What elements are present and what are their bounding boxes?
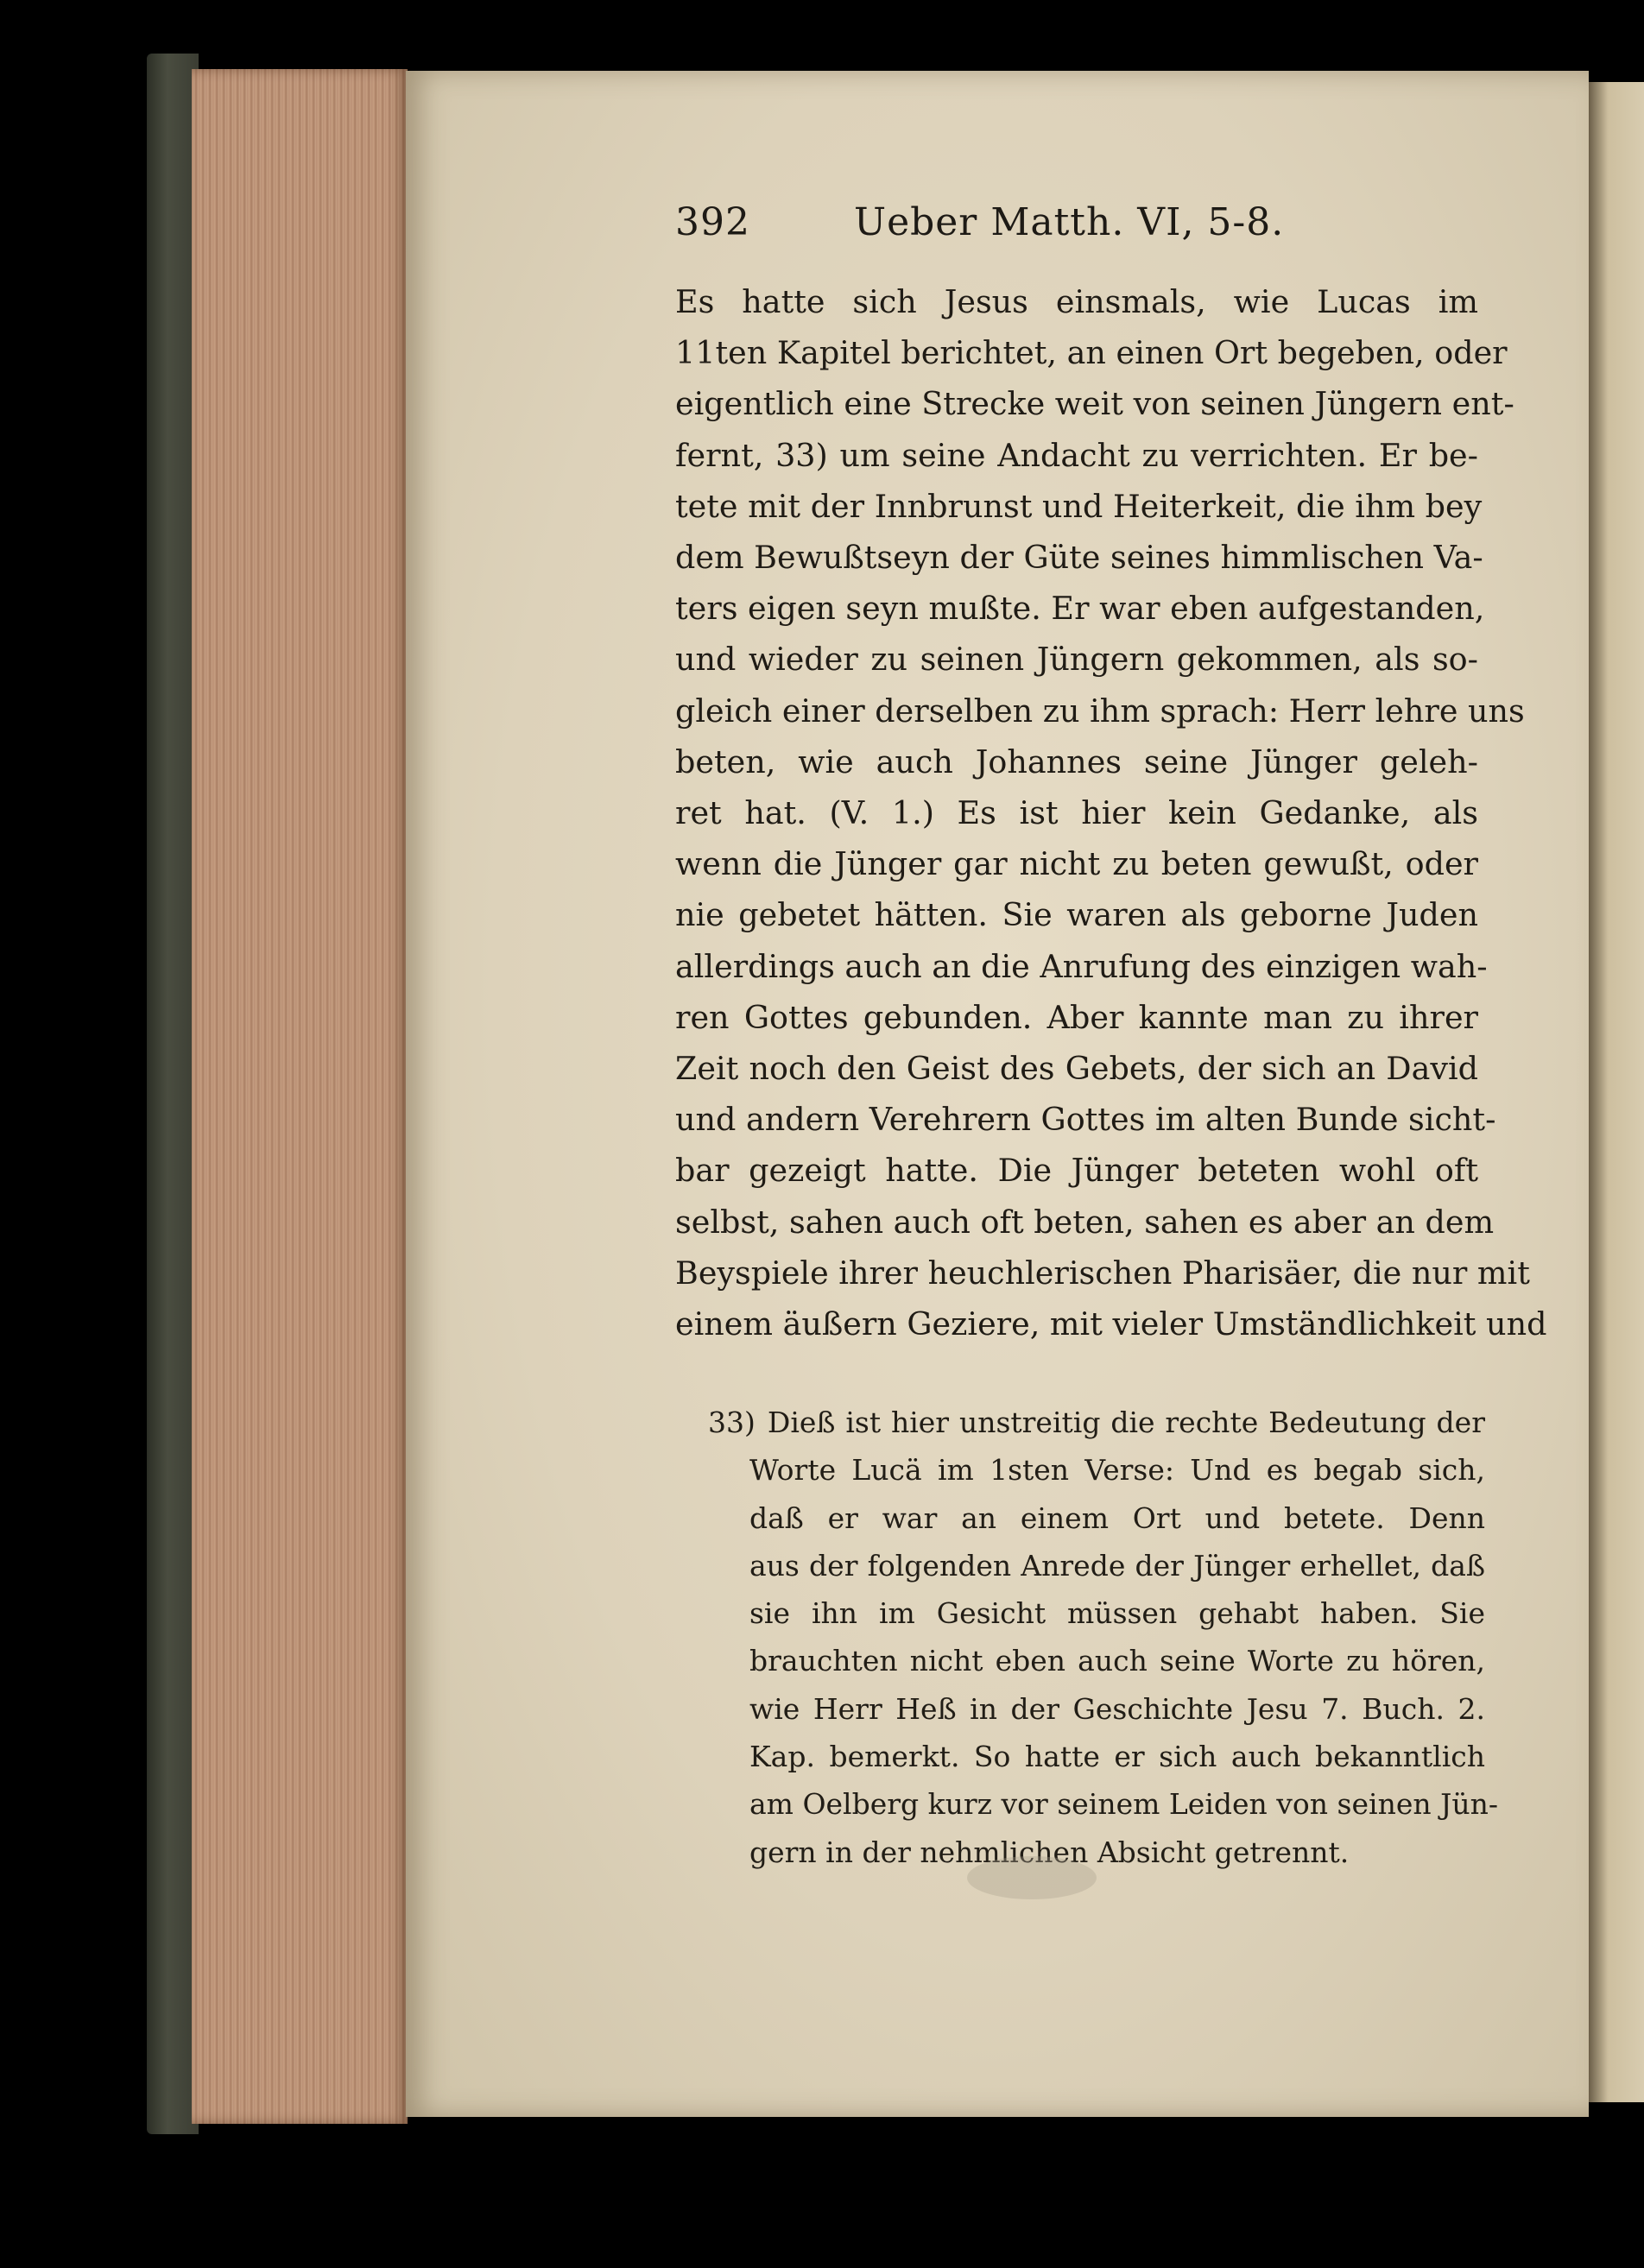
footnote-line: am Oelberg kurz vor seinem Leiden von seinen Jün- (749, 1787, 1498, 1822)
text-line: ren Gottes gebunden. Aber kannte man zu ihrer (675, 998, 1478, 1036)
text-line: fernt, 33) um seine Andacht zu verrichten. Er be- (675, 436, 1478, 474)
text-line: 11ten Kapitel berichtet, an einen Ort begeben, oder (675, 334, 1508, 372)
text-line: ret hat. (V. 1.) Es ist hier kein Gedanke, als (675, 794, 1478, 832)
main-text (675, 276, 1547, 1349)
text-line: selbst, sahen auch oft beten, sahen es aber an dem (675, 1203, 1495, 1241)
text-line: Zeit noch den Geist des Gebets, der sich an David (675, 1050, 1478, 1088)
text-line: tete mit der Innbrunst und Heiterkeit, die ihm bey (675, 487, 1483, 525)
page-number: 392 (675, 200, 750, 244)
text-line: wenn die Jünger gar nicht zu beten gewußt, oder (675, 845, 1478, 883)
footnote (708, 1399, 1498, 1876)
text-line: Es hatte sich Jesus einsmals, wie Lucas im (675, 283, 1478, 320)
ink-smudge (967, 1856, 1097, 1899)
footnote-line: wie Herr Heß in der Geschichte Jesu 7. Buch. 2. (749, 1691, 1485, 1726)
text-line: und wieder zu seinen Jüngern gekommen, als so- (675, 641, 1478, 679)
text-line: allerdings auch an die Anrufung des einzigen wah- (675, 947, 1488, 985)
footnote-line: Worte Lucä im 1sten Verse: Und es begab sich, (749, 1453, 1485, 1488)
footnote-line: aus der folgenden Anrede der Jünger erhellet, daß (749, 1548, 1485, 1583)
text-line: bar gezeigt hatte. Die Jünger beteten wohl oft (675, 1152, 1478, 1190)
footnote-text: Dieß ist hier unstreitig die rechte Bedeutung der (767, 1406, 1485, 1439)
footnote-line: daß er war an einem Ort und betete. Denn (749, 1500, 1485, 1535)
text-line: beten, wie auch Johannes seine Jünger geleh- (675, 742, 1478, 780)
footnote-line (708, 1399, 1485, 1446)
text-line: dem Bewußtseyn der Güte seines himmlischen Va- (675, 539, 1483, 577)
running-title: Ueber Matth. VI, 5-8. (853, 200, 1285, 244)
footnote-line: brauchten nicht eben auch seine Worte zu hören, (749, 1644, 1485, 1678)
book-cover-edge (147, 54, 199, 2134)
footnote-line: gern in der nehmlichen Absicht getrennt. (749, 1835, 1350, 1869)
facing-page-edge (1589, 82, 1644, 2102)
footnote-line: Kap. bemerkt. So hatte er sich auch bekanntlich (749, 1740, 1485, 1774)
page-header (675, 200, 1331, 244)
text-line: einem äußern Geziere, mit vieler Umständlichkeit und (675, 1305, 1547, 1343)
text-line: Beyspiele ihrer heuchlerischen Pharisäer, die nur mit (675, 1254, 1530, 1292)
text-line: ters eigen seyn mußte. Er war eben aufgestanden, (675, 590, 1485, 628)
text-line: eigentlich eine Strecke weit von seinen Jüngern ent- (675, 385, 1514, 423)
footnote-line: sie ihn im Gesicht müssen gehabt haben. Sie (749, 1596, 1485, 1631)
footnote-marker: 33) (708, 1406, 756, 1439)
page-block-edges (192, 69, 408, 2124)
text-line: und andern Verehrern Gottes im alten Bunde sicht- (675, 1101, 1496, 1139)
text-line: gleich einer derselben zu ihm sprach: Herr lehre uns (675, 692, 1525, 730)
text-line: nie gebetet hätten. Sie waren als geborne Juden (675, 896, 1478, 934)
